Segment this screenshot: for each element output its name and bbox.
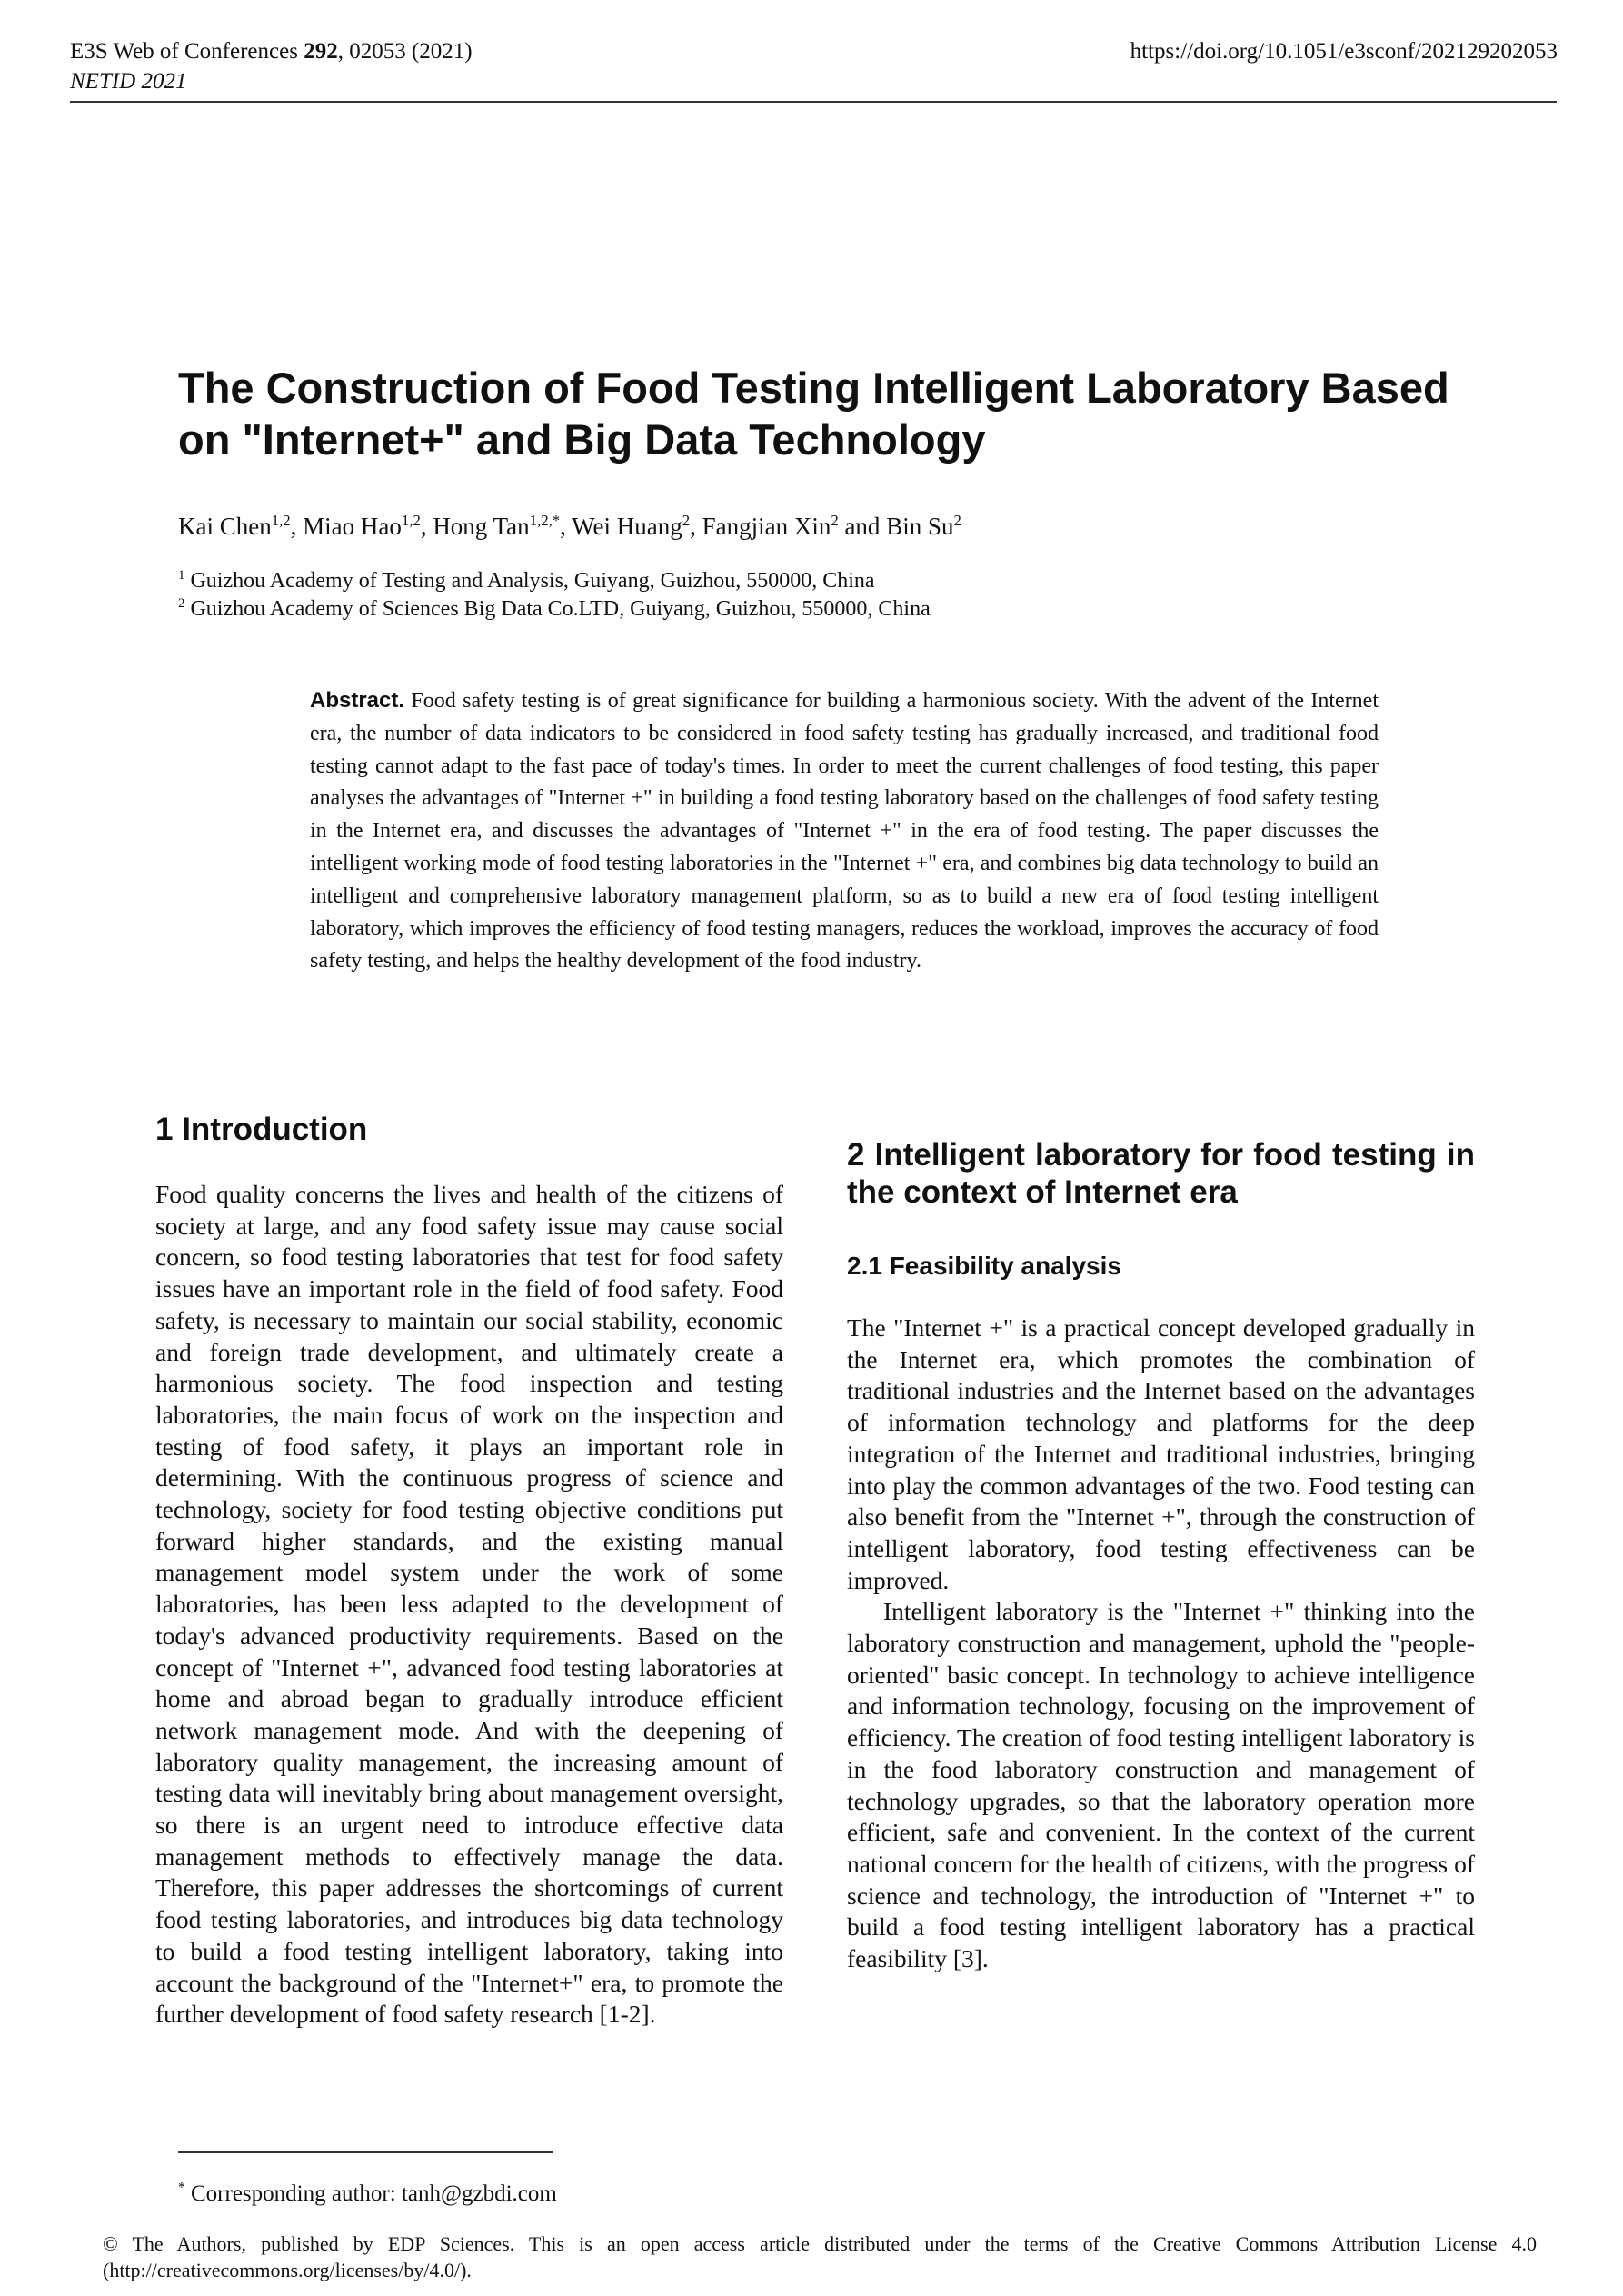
doi-link[interactable]: https://doi.org/10.1051/e3sconf/202129202053 — [1130, 39, 1558, 64]
author: Fangjian Xin — [702, 513, 831, 540]
conference-name: NETID 2021 — [70, 69, 187, 94]
left-column — [155, 1111, 783, 2031]
abstract-label: Abstract. — [310, 688, 405, 713]
volume-number: 292 — [304, 39, 338, 64]
header-divider — [70, 101, 1557, 103]
author-affil-mark: 2 — [831, 512, 839, 529]
running-header — [70, 36, 473, 96]
footnote-divider — [178, 2151, 553, 2153]
affiliations — [178, 567, 931, 624]
subsection-2-1-heading: 2.1 Feasibility analysis — [847, 1252, 1121, 1280]
footnote-mark: * — [178, 2180, 185, 2196]
license-notice: © The Authors, published by EDP Sciences. This is an open access article distributed under the terms of the Creative Commons Attribution License 4.0 (http://creativecommons.org/licenses/by/4.0/). — [103, 2232, 1537, 2281]
author-affil-mark: 2 — [682, 512, 691, 529]
author: Miao Hao — [303, 513, 402, 540]
author-affil-mark: 1,2 — [271, 512, 291, 529]
author-affil-mark: 1,2,* — [529, 512, 561, 529]
corresponding-author-footnote: * Corresponding author: tanh@gzbdi.com — [178, 2180, 557, 2206]
section-2-1-paragraph-1: The "Internet +" is a practical concept developed gradually in the Internet era, which promotes the combination of traditional industries and the Internet based on the advantages of information technology and platforms for the deep integration of the Internet and traditional industries, bringing into play the common advantages of the two. Food testing can also benefit from the "Internet +", through the construction of intelligent laboratory, food testing effectiveness can be improved. — [847, 1313, 1475, 1594]
abstract — [310, 684, 1379, 978]
journal-line: E3S Web of Conferences 292, 02053 (2021) — [70, 39, 473, 64]
author: Wei Huang — [572, 513, 682, 540]
author-list: Kai Chen$^{1,2}$, Miao Hao$^{1,2}$, Hong Tan$^{1,2,*}$, Wei Huang$^2$, Fangjian Xin$^2$ and Bin Su$^2$ — [178, 512, 961, 540]
right-column — [847, 1136, 1475, 1975]
author-affil-mark: 1,2 — [401, 512, 421, 529]
affiliation-2: $^2$ Guizhou Academy of Sciences Big Data Co.LTD, Guiyang, Guizhou, 550000, China — [178, 596, 931, 621]
author: Kai Chen — [178, 513, 272, 540]
section-1-heading: 1 Introduction — [155, 1112, 368, 1147]
author-affil-mark: 2 — [953, 512, 961, 529]
author: Hong Tan — [433, 513, 530, 540]
abstract-text: Food safety testing is of great significance for building a harmonious society. With the advent of the Internet era, the number of data indicators to be considered in food safety testing has gradually increased, and traditional food testing cannot adapt to the fast pace of today's times. In order to meet the current challenges of food testing, this paper analyses the advantages of "Internet +" in building a food testing laboratory based on the challenges of food safety testing in the Internet era, and discusses the advantages of "Internet +" in the era of food testing. The paper discusses the intelligent working mode of food testing laboratories in the "Internet +" era, and combines big data technology to build an intelligent and comprehensive laboratory management platform, so as to build a new era of food testing intelligent laboratory, which improves the efficiency of food testing managers, reduces the workload, improves the accuracy of food safety testing, and helps the healthy development of the food industry. — [310, 689, 1379, 973]
section-2-heading: 2 Intelligent laboratory for food testing in the context of Internet era — [847, 1137, 1475, 1210]
author: Bin Su — [886, 513, 954, 540]
section-2-1-paragraph-2: Intelligent laboratory is the "Internet +" thinking into the laboratory construction and management, uphold the "people-oriented" basic concept. In technology to achieve intelligence and information technology, focusing on the improvement of efficiency. The creation of food testing intelligent laboratory is in the food laboratory construction and management of technology upgrades, so that the laboratory operation more efficient, safe and convenient. In the context of the current national concern for the health of citizens, with the progress of science and technology, the introduction of "Internet +" to build a food testing intelligent laboratory has a practical feasibility [3]. — [847, 1597, 1475, 1973]
section-1-paragraph: Food quality concerns the lives and health of the citizens of society at large, and any food safety issue may cause social concern, so food testing laboratories that test for food safety issues have an important role in the field of food safety. Food safety, is necessary to maintain our social stability, economic and foreign trade development, and ultimately create a harmonious society. The food inspection and testing laboratories, the main focus of work on the inspection and testing of food safety, it plays an important role in determining. With the continuous progress of science and technology, society for food testing objective conditions put forward higher standards, and the existing manual management model system under the work of some laboratories, has been less adapted to the development of today's advanced productivity requirements. Based on the concept of "Internet +", advanced food testing laboratories at home and abroad began to gradually introduce efficient network management mode. And with the deepening of laboratory quality management, the increasing amount of testing data will inevitably bring about management oversight, so there is an urgent need to introduce effective data management methods to effectively manage the data. Therefore, this paper addresses the shortcomings of current food testing laboratories, and introduces big data technology to build a food testing intelligent laboratory, taking into account the background of the "Internet+" era, to promote the further development of food safety research [1-2]. — [155, 1180, 783, 2029]
affiliation-1: $^1$ Guizhou Academy of Testing and Analysis, Guiyang, Guizhou, 550000, China — [178, 568, 875, 593]
paper-title: The Construction of Food Testing Intelligent Laboratory Based on "Internet+" and Big Data Technology — [178, 364, 1449, 464]
